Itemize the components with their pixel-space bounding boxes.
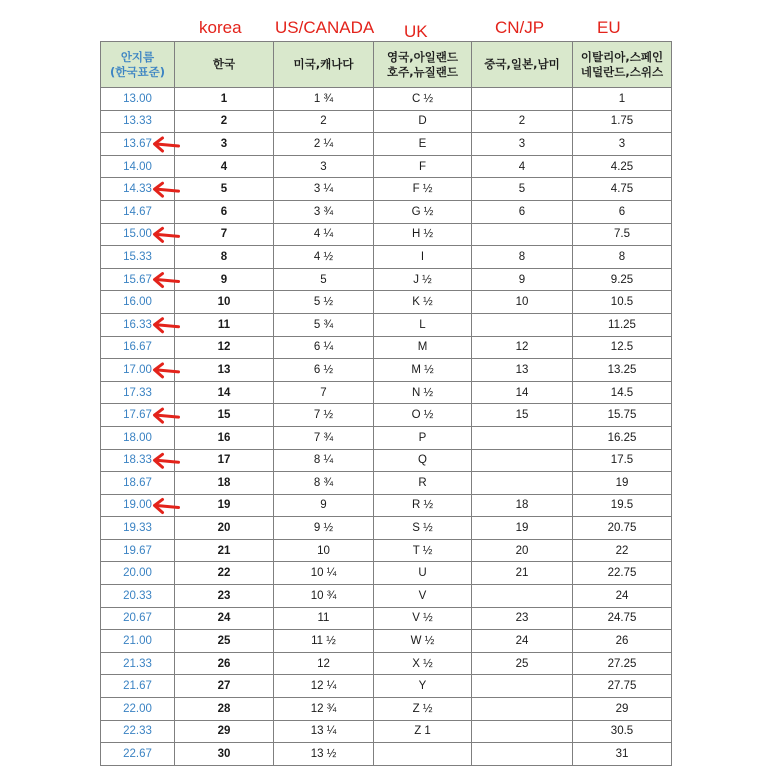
table-row [101, 88, 672, 111]
cell-inner-diameter: 13.00 [101, 88, 175, 111]
table-row [101, 200, 672, 223]
table-row [101, 743, 672, 766]
header-eu: 이탈리아,스페인 네덜란드,스위스 [573, 42, 672, 88]
cell-us-canada: 13 ½ [274, 743, 374, 766]
cell-inner-diameter: 17.67 [101, 404, 175, 427]
table-row [101, 223, 672, 246]
cell-cn-jp: 4 [472, 155, 573, 178]
table-row [101, 698, 672, 721]
cell-cn-jp: 19 [472, 517, 573, 540]
cell-korea: 13 [175, 359, 274, 382]
cell-inner-diameter: 21.33 [101, 652, 175, 675]
cell-inner-diameter: 18.67 [101, 472, 175, 495]
cell-inner-diameter: 14.67 [101, 200, 175, 223]
cell-korea: 8 [175, 246, 274, 269]
cell-korea: 10 [175, 291, 274, 314]
cell-korea: 30 [175, 743, 274, 766]
cell-korea: 16 [175, 426, 274, 449]
cell-us-canada: 4 ½ [274, 246, 374, 269]
cell-us-canada: 11 ½ [274, 630, 374, 653]
cell-cn-jp: 24 [472, 630, 573, 653]
cell-eu: 19.5 [573, 494, 672, 517]
table-row [101, 562, 672, 585]
table-row [101, 426, 672, 449]
cell-korea: 5 [175, 178, 274, 201]
cell-uk [374, 743, 472, 766]
cell-cn-jp: 10 [472, 291, 573, 314]
cell-korea: 3 [175, 133, 274, 156]
table-row [101, 449, 672, 472]
cell-uk: P [374, 426, 472, 449]
cell-uk: Z 1 [374, 720, 472, 743]
cell-korea: 22 [175, 562, 274, 585]
cell-eu: 24.75 [573, 607, 672, 630]
cell-korea: 29 [175, 720, 274, 743]
cell-cn-jp [472, 675, 573, 698]
cell-inner-diameter: 21.00 [101, 630, 175, 653]
cell-uk: V [374, 585, 472, 608]
cell-uk: Q [374, 449, 472, 472]
cell-uk: C ½ [374, 88, 472, 111]
cell-cn-jp: 23 [472, 607, 573, 630]
cell-uk: E [374, 133, 472, 156]
cell-korea: 20 [175, 517, 274, 540]
cell-cn-jp: 15 [472, 404, 573, 427]
label-cn-jp: CN/JP [495, 18, 545, 37]
table-row [101, 313, 672, 336]
cell-us-canada: 10 ¼ [274, 562, 374, 585]
cell-cn-jp [472, 313, 573, 336]
cell-uk: M ½ [374, 359, 472, 382]
table-row [101, 539, 672, 562]
cell-eu: 12.5 [573, 336, 672, 359]
cell-inner-diameter: 22.67 [101, 743, 175, 766]
cell-korea: 9 [175, 268, 274, 291]
cell-cn-jp: 21 [472, 562, 573, 585]
cell-us-canada: 6 ½ [274, 359, 374, 382]
cell-uk: T ½ [374, 539, 472, 562]
table-row [101, 404, 672, 427]
cell-uk: F [374, 155, 472, 178]
cell-uk: F ½ [374, 178, 472, 201]
cell-cn-jp [472, 426, 573, 449]
cell-us-canada: 12 [274, 652, 374, 675]
cell-korea: 6 [175, 200, 274, 223]
cell-inner-diameter: 20.00 [101, 562, 175, 585]
cell-cn-jp [472, 449, 573, 472]
cell-korea: 11 [175, 313, 274, 336]
cell-us-canada: 5 ¾ [274, 313, 374, 336]
cell-us-canada: 8 ¼ [274, 449, 374, 472]
cell-uk: M [374, 336, 472, 359]
cell-us-canada: 5 [274, 268, 374, 291]
cell-inner-diameter: 16.00 [101, 291, 175, 314]
cell-us-canada: 10 [274, 539, 374, 562]
ring-size-table [100, 41, 672, 766]
cell-inner-diameter: 14.33 [101, 178, 175, 201]
cell-inner-diameter: 14.00 [101, 155, 175, 178]
cell-eu: 4.25 [573, 155, 672, 178]
cell-cn-jp: 2 [472, 110, 573, 133]
cell-korea: 26 [175, 652, 274, 675]
cell-uk: W ½ [374, 630, 472, 653]
cell-uk: K ½ [374, 291, 472, 314]
table-row [101, 607, 672, 630]
cell-uk: Z ½ [374, 698, 472, 721]
table-row [101, 494, 672, 517]
cell-inner-diameter: 17.00 [101, 359, 175, 382]
cell-cn-jp: 25 [472, 652, 573, 675]
cell-uk: O ½ [374, 404, 472, 427]
cell-korea: 18 [175, 472, 274, 495]
cell-inner-diameter: 16.33 [101, 313, 175, 336]
table-row [101, 359, 672, 382]
cell-cn-jp: 5 [472, 178, 573, 201]
cell-cn-jp: 9 [472, 268, 573, 291]
table-row [101, 630, 672, 653]
cell-korea: 21 [175, 539, 274, 562]
cell-eu: 29 [573, 698, 672, 721]
cell-korea: 27 [175, 675, 274, 698]
cell-eu: 20.75 [573, 517, 672, 540]
cell-inner-diameter: 18.00 [101, 426, 175, 449]
cell-us-canada: 3 ¾ [274, 200, 374, 223]
cell-korea: 25 [175, 630, 274, 653]
cell-korea: 23 [175, 585, 274, 608]
cell-korea: 17 [175, 449, 274, 472]
label-uk: UK [404, 22, 428, 41]
cell-us-canada: 12 ¼ [274, 675, 374, 698]
table-row [101, 291, 672, 314]
cell-eu: 10.5 [573, 291, 672, 314]
cell-cn-jp: 20 [472, 539, 573, 562]
cell-cn-jp [472, 743, 573, 766]
table-row [101, 472, 672, 495]
cell-inner-diameter: 16.67 [101, 336, 175, 359]
cell-inner-diameter: 22.33 [101, 720, 175, 743]
header-uk: 영국,아일랜드 호주,뉴질랜드 [374, 42, 472, 88]
cell-eu: 22.75 [573, 562, 672, 585]
cell-uk: D [374, 110, 472, 133]
cell-cn-jp [472, 698, 573, 721]
cell-inner-diameter: 21.67 [101, 675, 175, 698]
cell-us-canada: 2 ¼ [274, 133, 374, 156]
cell-us-canada: 10 ¾ [274, 585, 374, 608]
cell-cn-jp [472, 223, 573, 246]
cell-korea: 19 [175, 494, 274, 517]
cell-korea: 12 [175, 336, 274, 359]
cell-eu: 22 [573, 539, 672, 562]
cell-eu: 14.5 [573, 381, 672, 404]
cell-eu: 17.5 [573, 449, 672, 472]
cell-inner-diameter: 15.67 [101, 268, 175, 291]
cell-eu: 1.75 [573, 110, 672, 133]
cell-us-canada: 12 ¾ [274, 698, 374, 721]
cell-us-canada: 8 ¾ [274, 472, 374, 495]
cell-korea: 4 [175, 155, 274, 178]
cell-us-canada: 5 ½ [274, 291, 374, 314]
table-row [101, 585, 672, 608]
header-korea: 한국 [175, 42, 274, 88]
cell-uk: H ½ [374, 223, 472, 246]
cell-uk: G ½ [374, 200, 472, 223]
cell-uk: L [374, 313, 472, 336]
header-us-canada: 미국,캐나다 [274, 42, 374, 88]
cell-eu: 16.25 [573, 426, 672, 449]
table-header [101, 42, 672, 88]
table-row [101, 268, 672, 291]
cell-cn-jp: 6 [472, 200, 573, 223]
table-row [101, 155, 672, 178]
cell-uk: J ½ [374, 268, 472, 291]
cell-uk: N ½ [374, 381, 472, 404]
cell-eu: 11.25 [573, 313, 672, 336]
cell-us-canada: 6 ¼ [274, 336, 374, 359]
cell-us-canada: 2 [274, 110, 374, 133]
cell-korea: 1 [175, 88, 274, 111]
cell-us-canada: 4 ¼ [274, 223, 374, 246]
cell-eu: 13.25 [573, 359, 672, 382]
cell-eu: 30.5 [573, 720, 672, 743]
cell-inner-diameter: 15.00 [101, 223, 175, 246]
cell-inner-diameter: 13.67 [101, 133, 175, 156]
cell-cn-jp [472, 88, 573, 111]
cell-eu: 7.5 [573, 223, 672, 246]
cell-eu: 27.25 [573, 652, 672, 675]
cell-us-canada: 7 [274, 381, 374, 404]
table-row [101, 246, 672, 269]
header-cn-jp: 중국,일본,남미 [472, 42, 573, 88]
cell-eu: 24 [573, 585, 672, 608]
cell-inner-diameter: 19.33 [101, 517, 175, 540]
cell-us-canada: 9 ½ [274, 517, 374, 540]
cell-inner-diameter: 22.00 [101, 698, 175, 721]
table-row [101, 133, 672, 156]
cell-uk: U [374, 562, 472, 585]
cell-cn-jp: 3 [472, 133, 573, 156]
cell-inner-diameter: 13.33 [101, 110, 175, 133]
cell-eu: 6 [573, 200, 672, 223]
cell-uk: Y [374, 675, 472, 698]
cell-eu: 1 [573, 88, 672, 111]
cell-eu: 19 [573, 472, 672, 495]
cell-korea: 7 [175, 223, 274, 246]
cell-eu: 9.25 [573, 268, 672, 291]
cell-inner-diameter: 20.33 [101, 585, 175, 608]
cell-cn-jp: 12 [472, 336, 573, 359]
cell-inner-diameter: 18.33 [101, 449, 175, 472]
label-korea: korea [199, 18, 242, 37]
table-row [101, 110, 672, 133]
cell-uk: R [374, 472, 472, 495]
cell-eu: 4.75 [573, 178, 672, 201]
cell-eu: 27.75 [573, 675, 672, 698]
cell-inner-diameter: 19.00 [101, 494, 175, 517]
cell-uk: R ½ [374, 494, 472, 517]
table-row [101, 178, 672, 201]
cell-cn-jp: 13 [472, 359, 573, 382]
label-us-canada: US/CANADA [275, 18, 375, 37]
label-eu: EU [597, 18, 621, 37]
table-body [101, 88, 672, 766]
cell-korea: 14 [175, 381, 274, 404]
cell-inner-diameter: 17.33 [101, 381, 175, 404]
cell-cn-jp [472, 472, 573, 495]
cell-eu: 31 [573, 743, 672, 766]
header-inner-diameter: 안지름 (한국표준) [101, 42, 175, 88]
cell-cn-jp [472, 585, 573, 608]
cell-uk: I [374, 246, 472, 269]
cell-korea: 15 [175, 404, 274, 427]
cell-cn-jp [472, 720, 573, 743]
table-row [101, 381, 672, 404]
cell-cn-jp: 8 [472, 246, 573, 269]
cell-us-canada: 7 ½ [274, 404, 374, 427]
cell-inner-diameter: 15.33 [101, 246, 175, 269]
cell-uk: S ½ [374, 517, 472, 540]
cell-us-canada: 1 ¾ [274, 88, 374, 111]
cell-korea: 2 [175, 110, 274, 133]
cell-us-canada: 3 [274, 155, 374, 178]
cell-us-canada: 9 [274, 494, 374, 517]
cell-eu: 26 [573, 630, 672, 653]
cell-inner-diameter: 20.67 [101, 607, 175, 630]
cell-cn-jp: 14 [472, 381, 573, 404]
table-row [101, 517, 672, 540]
cell-us-canada: 7 ¾ [274, 426, 374, 449]
cell-uk: X ½ [374, 652, 472, 675]
table-row [101, 675, 672, 698]
cell-korea: 28 [175, 698, 274, 721]
cell-korea: 24 [175, 607, 274, 630]
cell-cn-jp: 18 [472, 494, 573, 517]
cell-uk: V ½ [374, 607, 472, 630]
table-row [101, 720, 672, 743]
cell-eu: 3 [573, 133, 672, 156]
cell-us-canada: 13 ¼ [274, 720, 374, 743]
table-row [101, 652, 672, 675]
cell-us-canada: 11 [274, 607, 374, 630]
table-row [101, 336, 672, 359]
cell-us-canada: 3 ¼ [274, 178, 374, 201]
cell-eu: 8 [573, 246, 672, 269]
cell-inner-diameter: 19.67 [101, 539, 175, 562]
cell-eu: 15.75 [573, 404, 672, 427]
